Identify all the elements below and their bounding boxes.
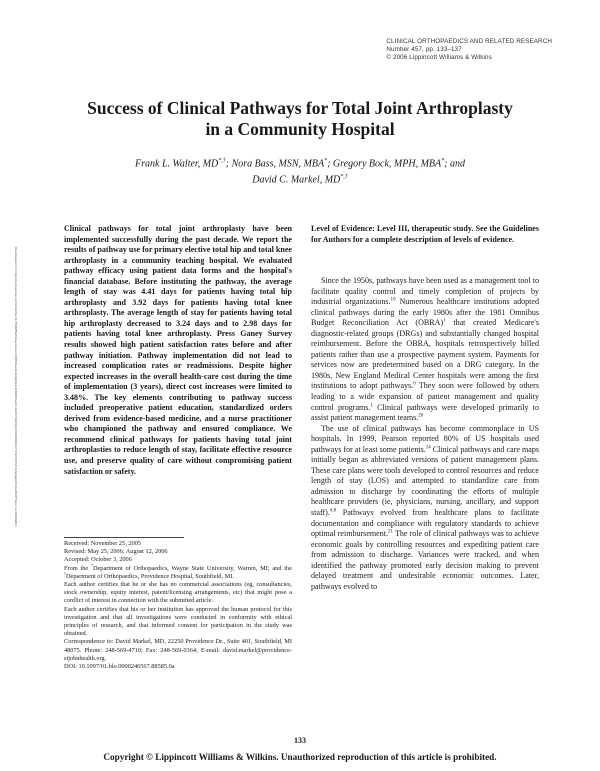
journal-header xyxy=(386,38,552,62)
ethics-statement: Each author certifies that his or her institution has approved the human protocol for this investigation and that all investigations were conducted in conformity with ethical principles of research, and that informed consent for participation in the study was obtained. xyxy=(64,605,292,638)
abstract xyxy=(64,224,292,477)
body-text-run: The use of clinical pathways has become commonplace in US hospitals. In 1999, Pearson reported 80% of US hospitals used pathways for at least some patients. xyxy=(311,423,539,454)
article-title xyxy=(60,98,540,140)
level-of-evidence-text: Level of Evidence: Level III, therapeutic study. See the Guidelines for Authors for a complete description of levels of evidence. xyxy=(311,224,539,244)
citation: 1 xyxy=(370,402,373,408)
author-list xyxy=(70,155,530,187)
page-number: 133 xyxy=(294,736,306,745)
body-text-run: that created Medicare's diagnostic-related groups (DRGs) and substantially changed hospital reimbursement. Before the OBRA, hospitals retrospectively billed patients rather than use a prospective payment system. Payments for services now are predetermined based on a DRG category. In the 1980s, New England Medical Center hospitals were among the first institutions to adopt pathways. xyxy=(311,318,539,391)
affiliation-mark: * xyxy=(90,562,93,568)
citation: 4,8 xyxy=(329,508,337,514)
body-text-run: The role of clinical pathways was to achieve economic goals by controlling resources and expediting patient care from admission to discharge. Variances were tracked, and when identified the pathway promoted early decision making to prevent delayed treatment and undesirable economic outcomes. Later, pathways evolved to xyxy=(311,529,540,591)
title-line-1: Success of Clinical Pathways for Total Joint Arthroplasty xyxy=(87,98,513,118)
author-and: ; and xyxy=(444,158,465,170)
journal-copyright: © 2006 Lippincott Williams & Wilkins xyxy=(386,54,492,61)
correspondence: Correspondence to: David Markel, MD, 22250 Providence Dr., Suite 401, Southfield, MI 48075. Phone: 248-569-4710; Fax: 248-569-0364; E-mail: david.markel@providence-stjohnhealth.org. xyxy=(64,638,292,662)
author-2: ; Nora Bass, MSN, MBA xyxy=(225,158,325,170)
journal-issue: Number 457, pp. 133–137 xyxy=(386,46,462,53)
affiliation-text: Department of Orthopaedics, Wayne State University, Warren, MI; and the xyxy=(92,564,292,572)
author-3: ; Gregory Bock, MPH, MBA xyxy=(327,158,442,170)
citation: 21 xyxy=(388,529,393,535)
citation: 10 xyxy=(390,297,396,303)
affiliations xyxy=(64,562,292,581)
body-paragraph-2 xyxy=(311,424,539,593)
citation: 14 xyxy=(425,445,431,451)
level-of-evidence xyxy=(311,224,539,245)
copyright-footer: Copyright © Lippincott Williams & Wilkins. Unauthorized reproduction of this article is prohibited. xyxy=(103,752,497,762)
body-text-run: Numerous healthcare institutions adopted clinical pathways during the early 1980s after the 1981 Omnibus Budget Reconciliation Act (OBRA) xyxy=(311,297,540,328)
author-4: David C. Markel, MD xyxy=(252,174,341,186)
article-notes xyxy=(64,540,292,671)
download-side-note-text: Downloaded from https://journals.lww.com/clinorthop by BhDMf5ePHKav1zEoum1tQfN4a+kJLhEZgbsIHo4XMi0hCywCX1AWnYQp/IlQrHD3i3D0OdRyi7TvSFl4Cf3VC1y0abggQZXdtwnfKZBYtws= on 02/28/2024 xyxy=(14,247,18,527)
citation: 20 xyxy=(418,413,424,419)
title-line-2: in a Community Hospital xyxy=(205,119,395,139)
author-1: Frank L. Walter, MD xyxy=(135,158,219,170)
body-text-run: Clinical pathways were developed primarily to assist patient management teams. xyxy=(311,402,539,423)
body-text xyxy=(311,276,539,592)
abstract-text: Clinical pathways for total joint arthroplasty have been implemented successfully during the past decade. We report the results of pathway use for primary elective total hip and total knee arthroplasty in a community teaching hospital. We evaluated pathway efficacy using patient data forms and the hospital's financial database. Before instituting the pathway, the average length of stay was 4.41 days for patients having total hip arthroplasty and 3.92 days for patients having total knee arthroplasty. The average length of stay for patients having total hip arthroplasty decreased to 3.24 days and to 2.98 days for patients having total knee arthroplasty. Press Ganey Survey results showed high patient satisfaction rates before and after pathway initiation. Pathway implementation did not lead to increased complication rates or readmissions. Despite higher expected increases in the overall health-care cost during the time of implementation (3 years), direct cost increases were limited to 3.48%. The key elements contributing to pathway success included preoperative patient education, standardized orders derived from evidence-based medicine, and a nurse practitioner who championed the pathway and ensured compliance. We recommend clinical pathways for patients having total joint arthroplasties to reduce length of stay, facilitate effective resource use, and preserve quality of care without compromising patient satisfaction or safety. xyxy=(64,224,292,476)
conflict-of-interest: Each author certifies that he or she has no commercial associations (eg, consultancies, stock ownership, equity interest, patent/licensing arrangements, etc) that might pose a conflict of interest in connection with the submitted article. xyxy=(64,581,292,605)
author-1-affil: *,† xyxy=(218,158,226,164)
download-side-note xyxy=(12,247,18,577)
accepted-date: Accepted: October 3, 2006 xyxy=(64,556,132,564)
received-date: Received: November 25, 2005 xyxy=(64,540,141,547)
author-4-affil: *,† xyxy=(340,173,348,180)
body-text-run: Since the 1950s, pathways have been used as a management tool to facilitate quality control and timely completion of projects by industrial organizations. xyxy=(311,276,539,307)
doi: DOI: 10.1097/01.blo.0000246567.88585.0a xyxy=(64,663,175,671)
citation: 1 xyxy=(443,318,446,324)
footnote-divider xyxy=(64,537,184,538)
body-paragraph-1 xyxy=(311,276,539,424)
revised-date: Revised: May 25, 2006; August 12, 2006 xyxy=(64,548,168,556)
author-2-affil: * xyxy=(324,158,328,164)
body-text-run: They soon were followed by others leading to a wide expansion of patient management and quality control programs. xyxy=(311,381,539,412)
citation: 6 xyxy=(413,381,416,387)
affiliation-text: Department of Orthopaedics, Providence Hospital, Southfield, MI. xyxy=(66,572,234,580)
journal-name: CLINICAL ORTHOPAEDICS AND RELATED RESEARCH xyxy=(386,38,552,45)
affiliation-text: From the xyxy=(64,564,91,572)
affiliation-mark: † xyxy=(64,570,66,576)
body-text-run: Pathways evolved from healthcare plans to facilitate documentation and compliance with regulatory standards to achieve optimal reimbursement. xyxy=(311,508,539,539)
body-text-run: Clinical pathways and care maps initially began as abbreviated versions of patient management plans. These care plans were tools developed to control resources and reduce length of stay (LOS) and attempted to standardize care from admission to discharge by coordinating the efforts of multiple healthcare providers (ie, physicians, nursing, ancillary, and support staff). xyxy=(311,444,539,518)
author-3-affil: * xyxy=(441,158,445,164)
